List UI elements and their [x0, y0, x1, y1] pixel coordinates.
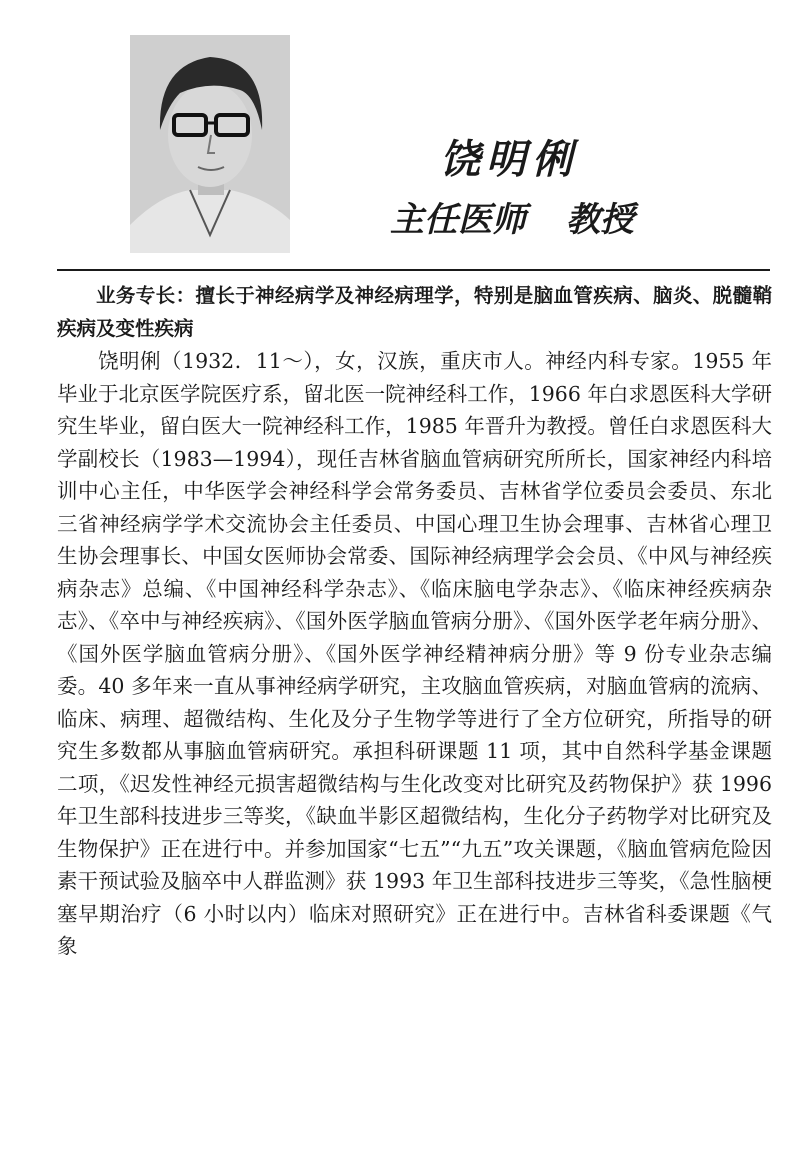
biography-body [57, 280, 772, 963]
portrait-photo [130, 35, 290, 253]
portrait-illustration [130, 35, 290, 253]
header-divider [57, 269, 770, 271]
doctor-name: 饶明俐 [440, 136, 578, 183]
title-professor: 教授 [566, 200, 634, 240]
specialty-text: 擅长于神经病学及神经病理学，特别是脑血管疾病、脑炎、脱髓鞘疾病及变性疾病 [57, 284, 772, 340]
specialty-paragraph [57, 280, 772, 345]
professional-titles [390, 192, 634, 241]
specialty-label: 业务专长： [96, 284, 196, 307]
title-chief-physician: 主任医师 [390, 200, 526, 240]
biography-paragraph: 饶明俐（1932．11～），女，汉族，重庆市人。神经内科专家。1955 年毕业于北京医学院医疗系，留北医一院神经科工作，1966 年白求恩医科大学研究生毕业，留白医大一院神经科工作，1985 年晋升为教授。曾任白求恩医科大学副校长（1983—1994），现任吉林省脑血管病研究所所长，国家神经内科培训中心主任，中华医学会神经科学会常务委员、吉林省学位委员会委员、东北三省神经病学学术交流协会主任委员、中国心理卫生协会理事、吉林省心理卫生协会理事长、中国女医师协会常委、国际神经病理学会会员、《中风与神经疾病杂志》总编、《中国神经科学杂志》、《临床脑电学杂志》、《临床神经疾病杂志》、《卒中与神经疾病》、《国外医学脑血管病分册》、《国外医学老年病分册》、《国外医学脑血管病分册》、《国外医学神经精神病分册》等 9 份专业杂志编委。40 多年来一直从事神经病学研究，主攻脑血管疾病，对脑血管病的流病、临床、病理、超微结构、生化及分子生物学等进行了全方位研究，所指导的研究生多数都从事脑血管病研究。承担科研课题 11 项，其中自然科学基金课题二项，《迟发性神经元损害超微结构与生化改变对比研究及药物保护》获 1996 年卫生部科技进步三等奖，《缺血半影区超微结构，生化分子药物学对比研究及生物保护》正在进行中。并参加国家“七五”“九五”攻关课题，《脑血管病危险因素干预试验及脑卒中人群监测》获 1993 年卫生部科技进步三等奖，《急性脑梗塞早期治疗（6 小时以内）临床对照研究》正在进行中。吉林省科委课题《气象 [57, 349, 772, 958]
